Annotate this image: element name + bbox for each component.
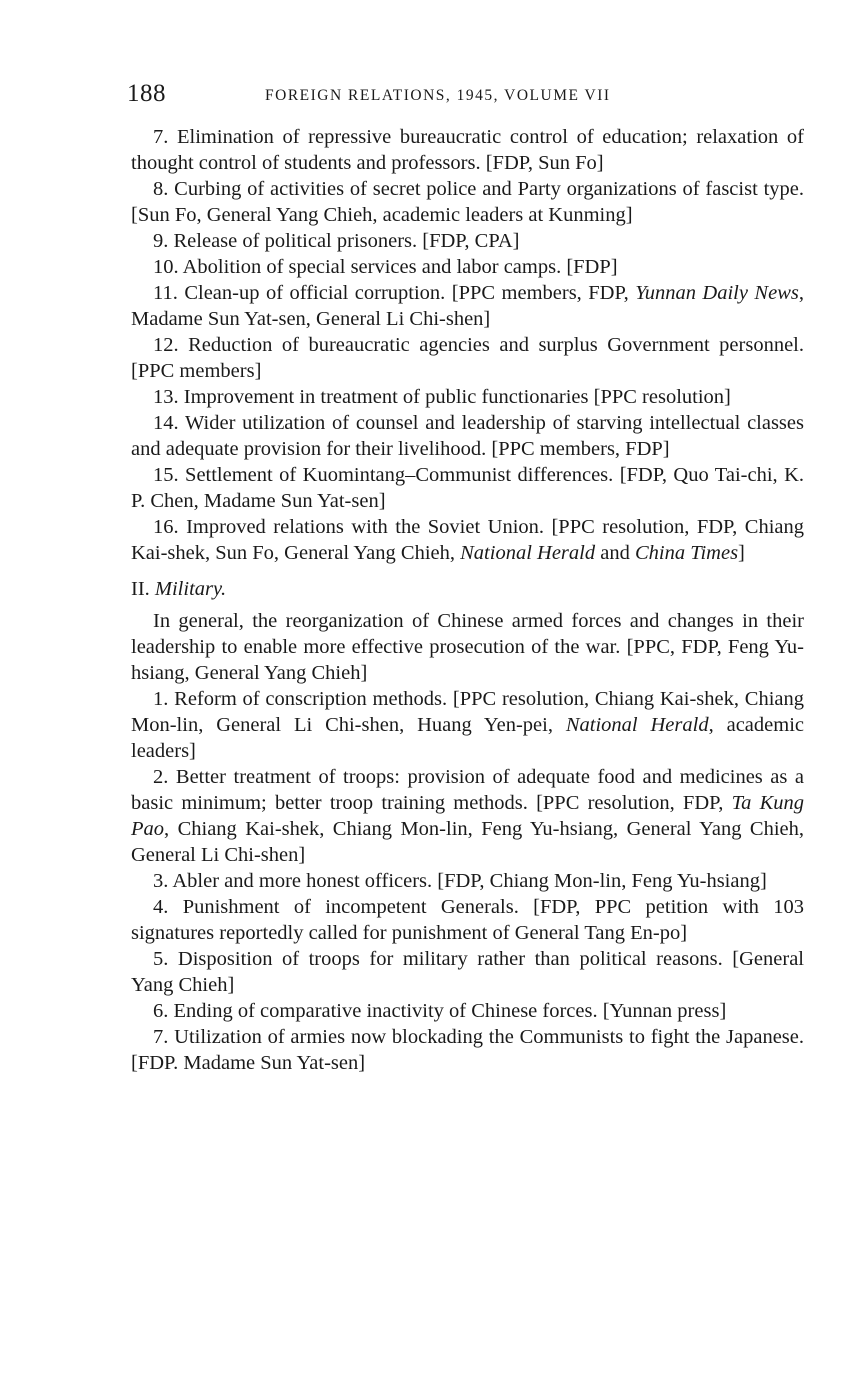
military-item-4: 4. Punishment of incompetent Generals. [FDP, PPC petition with 103 signatures reportedly called for punishment of General Tang En-po] bbox=[131, 896, 804, 944]
military-item-6: 6. Ending of comparative inactivity of Chinese forces. [Yunnan press] bbox=[153, 1000, 727, 1022]
publication-title: National Herald bbox=[565, 714, 709, 736]
item-text: 11. Clean-up of official corruption. [PPC members, FDP, bbox=[153, 282, 636, 304]
item-text: , Madame Sun Yat-sen, General Li Chi-shen] bbox=[131, 282, 804, 330]
publication-title: Ta Kung Pao bbox=[131, 792, 804, 840]
publication-title: Yunnan Daily News bbox=[635, 282, 799, 304]
political-item-14: 14. Wider utilization of counsel and leadership of starving intellectual classes and adequate provision for their livelihood. [PPC members, FDP] bbox=[131, 412, 804, 460]
military-item-5: 5. Disposition of troops for military rather than political reasons. [General Yang Chieh] bbox=[131, 948, 804, 996]
item-text: , academic leaders] bbox=[131, 714, 804, 762]
political-item-7: 7. Elimination of repressive bureaucratic control of education; relaxation of thought control of students and professors. [FDP, Sun Fo] bbox=[131, 126, 804, 174]
military-general: In general, the reorganization of Chinese armed forces and changes in their leadership to enable more effective prosecution of the war. [PPC, FDP, Feng Yu-hsiang, General Yang Chieh] bbox=[131, 610, 804, 684]
item-text: 2. Better treatment of troops: provision of adequate food and medicines as a basic minimum; better troop training methods. [PPC resolution, FDP, bbox=[131, 766, 804, 814]
political-item-12: 12. Reduction of bureaucratic agencies and surplus Government personnel. [PPC members] bbox=[131, 334, 804, 382]
military-item-3: 3. Abler and more honest officers. [FDP, Chiang Mon-lin, Feng Yu-hsiang] bbox=[153, 870, 767, 892]
item-text: 16. Improved relations with the Soviet Union. [PPC resolution, FDP, Chiang Kai-shek, Sun Fo, General Yang Chieh, bbox=[131, 516, 804, 564]
running-head bbox=[127, 78, 804, 114]
item-text: ] bbox=[738, 542, 745, 564]
political-item-11 bbox=[131, 280, 804, 332]
political-item-10: 10. Abolition of special services and labor camps. [FDP] bbox=[153, 256, 618, 278]
military-item-1 bbox=[131, 686, 804, 764]
section-title: Military. bbox=[154, 578, 227, 600]
section-heading-military bbox=[131, 576, 804, 602]
document-page bbox=[127, 78, 804, 1076]
item-text: , Chiang Kai-shek, Chiang Mon-lin, Feng Yu-hsiang, General Yang Chieh, General Li Chi-shen] bbox=[131, 818, 804, 866]
military-item-2 bbox=[131, 764, 804, 868]
page-number: 188 bbox=[127, 80, 166, 107]
political-item-15: 15. Settlement of Kuomintang–Communist differences. [FDP, Quo Tai-chi, K. P. Chen, Madame Sun Yat-sen] bbox=[131, 464, 804, 512]
running-title: FOREIGN RELATIONS, 1945, VOLUME VII bbox=[265, 87, 611, 104]
item-text: 1. Reform of conscription methods. [PPC resolution, Chiang Kai-shek, Chiang Mon-lin, General Li Chi-shen, Huang Yen-pei, bbox=[131, 688, 804, 736]
document-body bbox=[131, 124, 804, 1076]
publication-title: China Times bbox=[634, 542, 739, 564]
political-item-8: 8. Curbing of activities of secret police and Party organizations of fascist type. [Sun Fo, General Yang Chieh, academic leaders at Kunming] bbox=[131, 178, 804, 226]
military-item-7: 7. Utilization of armies now blockading the Communists to fight the Japanese. [FDP. Madame Sun Yat-sen] bbox=[131, 1026, 804, 1074]
publication-title: National Herald bbox=[460, 542, 596, 564]
item-text: and bbox=[595, 542, 635, 564]
political-item-16 bbox=[131, 514, 804, 566]
political-item-9: 9. Release of political prisoners. [FDP, CPA] bbox=[153, 230, 520, 252]
section-number: II. bbox=[131, 578, 150, 600]
political-item-13: 13. Improvement in treatment of public functionaries [PPC resolution] bbox=[153, 386, 731, 408]
